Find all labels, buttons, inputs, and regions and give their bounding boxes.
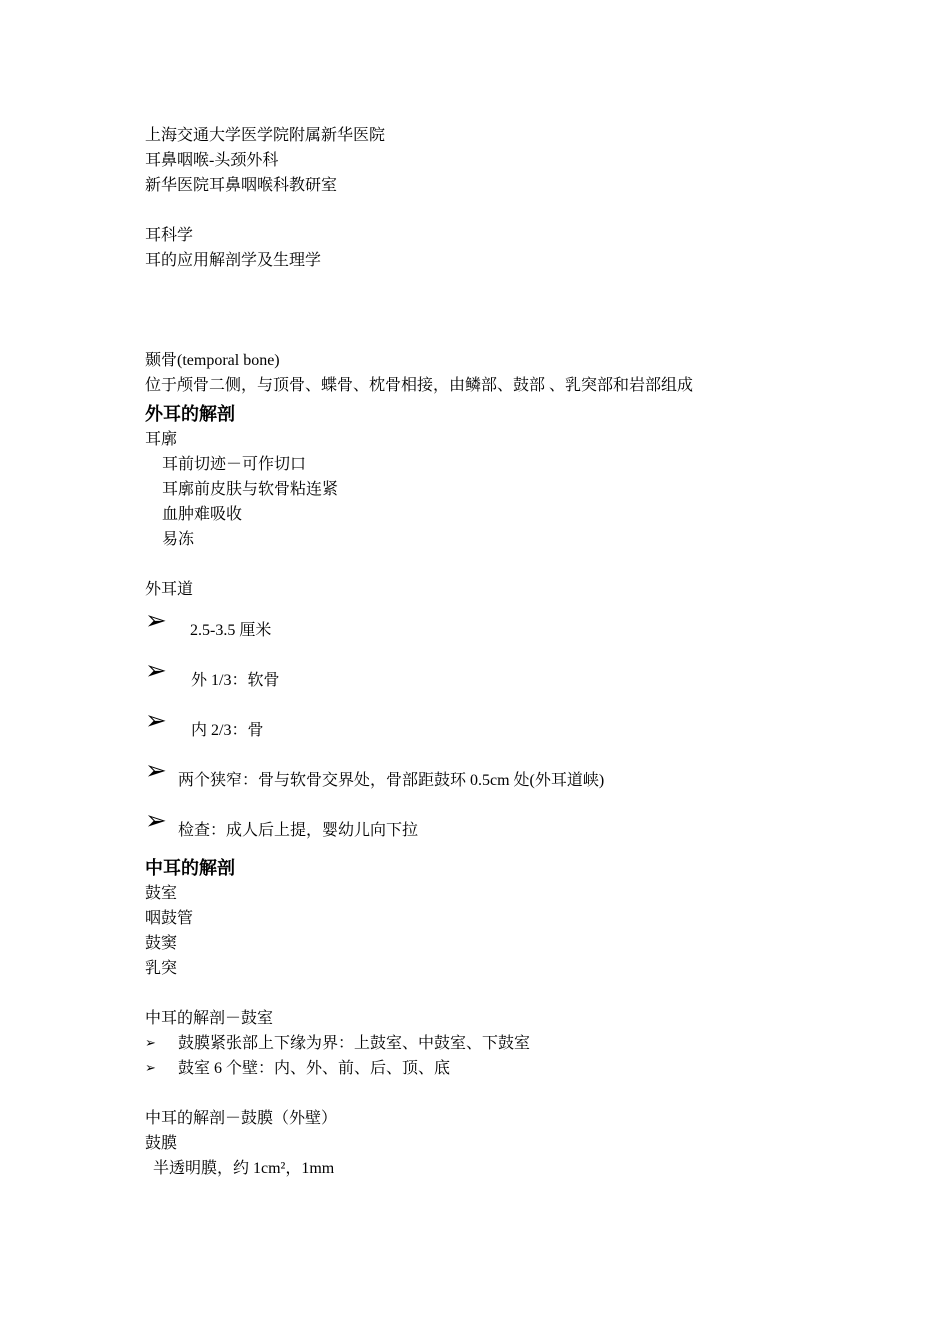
middle-ear-heading: 中耳的解剖 bbox=[145, 858, 235, 878]
ear-canal-item-text: 内 2/3：骨 bbox=[191, 722, 264, 739]
teaching-office: 新华医院耳鼻咽喉科教研室 bbox=[145, 177, 338, 194]
membrane-label: 鼓膜 bbox=[145, 1135, 178, 1152]
ear-canal-item-text: 2.5-3.5 厘米 bbox=[190, 622, 272, 639]
tympanum-item-text: 鼓膜紧张部上下缘为界：上鼓室、中鼓室、下鼓室 bbox=[178, 1035, 531, 1052]
spacer bbox=[145, 1081, 865, 1106]
middle-ear-part: 鼓窦 bbox=[145, 935, 178, 952]
membrane-description: 半透明膜，约 1cm²，1mm bbox=[153, 1160, 335, 1177]
ear-canal-item-text: 检查：成人后上提，婴幼儿向下拉 bbox=[178, 822, 419, 839]
temporal-bone-title: 颞骨(temporal bone) bbox=[145, 352, 280, 369]
ear-canal-item bbox=[145, 602, 865, 652]
middle-ear-part: 乳突 bbox=[145, 960, 178, 977]
outer-ear-heading: 外耳的解剖 bbox=[145, 404, 235, 424]
arrowhead-bullet-icon: ➢ bbox=[145, 606, 167, 636]
middle-ear-part: 咽鼓管 bbox=[145, 910, 194, 927]
middle-ear-part: 鼓室 bbox=[145, 885, 178, 902]
hospital-name: 上海交通大学医学院附属新华医院 bbox=[145, 127, 386, 144]
arrowhead-bullet-icon: ➢ bbox=[145, 1036, 156, 1051]
course-subject: 耳科学 bbox=[145, 227, 194, 244]
department-name: 耳鼻咽喉-头颈外科 bbox=[145, 152, 279, 169]
arrowhead-bullet-icon: ➢ bbox=[145, 756, 167, 786]
auricle-item: 易冻 bbox=[162, 531, 195, 548]
ear-canal-item bbox=[145, 702, 865, 752]
arrowhead-bullet-icon: ➢ bbox=[145, 806, 167, 836]
tympanum-item bbox=[145, 1056, 865, 1081]
auricle-item: 耳前切迹－可作切口 bbox=[162, 456, 307, 473]
tympanum-item bbox=[145, 1031, 865, 1056]
spacer bbox=[145, 273, 865, 348]
tympanum-title: 中耳的解剖－鼓室 bbox=[145, 1010, 274, 1027]
auricle-title: 耳廓 bbox=[145, 431, 178, 448]
temporal-bone-description: 位于颅骨二侧，与顶骨、蝶骨、枕骨相接，由鳞部、鼓部 、乳突部和岩部组成 bbox=[145, 377, 694, 394]
arrowhead-bullet-icon: ➢ bbox=[145, 706, 167, 736]
ear-canal-item-text: 两个狭窄：骨与软骨交界处，骨部距鼓环 0.5cm 处(外耳道峡) bbox=[178, 772, 605, 789]
ear-canal-item-text: 外 1/3：软骨 bbox=[191, 672, 280, 689]
auricle-item: 血肿难吸收 bbox=[162, 506, 243, 523]
ear-canal-item bbox=[145, 652, 865, 702]
spacer bbox=[145, 198, 865, 223]
course-topic: 耳的应用解剖学及生理学 bbox=[145, 252, 322, 269]
arrowhead-bullet-icon: ➢ bbox=[145, 656, 167, 686]
tympanum-item-text: 鼓室 6 个壁：内、外、前、后、顶、底 bbox=[178, 1060, 451, 1077]
ear-canal-item bbox=[145, 752, 865, 802]
arrowhead-bullet-icon: ➢ bbox=[145, 1061, 156, 1076]
ear-canal-title: 外耳道 bbox=[145, 581, 194, 598]
ear-canal-item bbox=[145, 802, 865, 852]
spacer bbox=[145, 981, 865, 1006]
spacer bbox=[145, 552, 865, 577]
membrane-title: 中耳的解剖－鼓膜（外壁） bbox=[145, 1110, 338, 1127]
auricle-item: 耳廓前皮肤与软骨粘连紧 bbox=[162, 481, 339, 498]
document-page bbox=[145, 123, 865, 1181]
